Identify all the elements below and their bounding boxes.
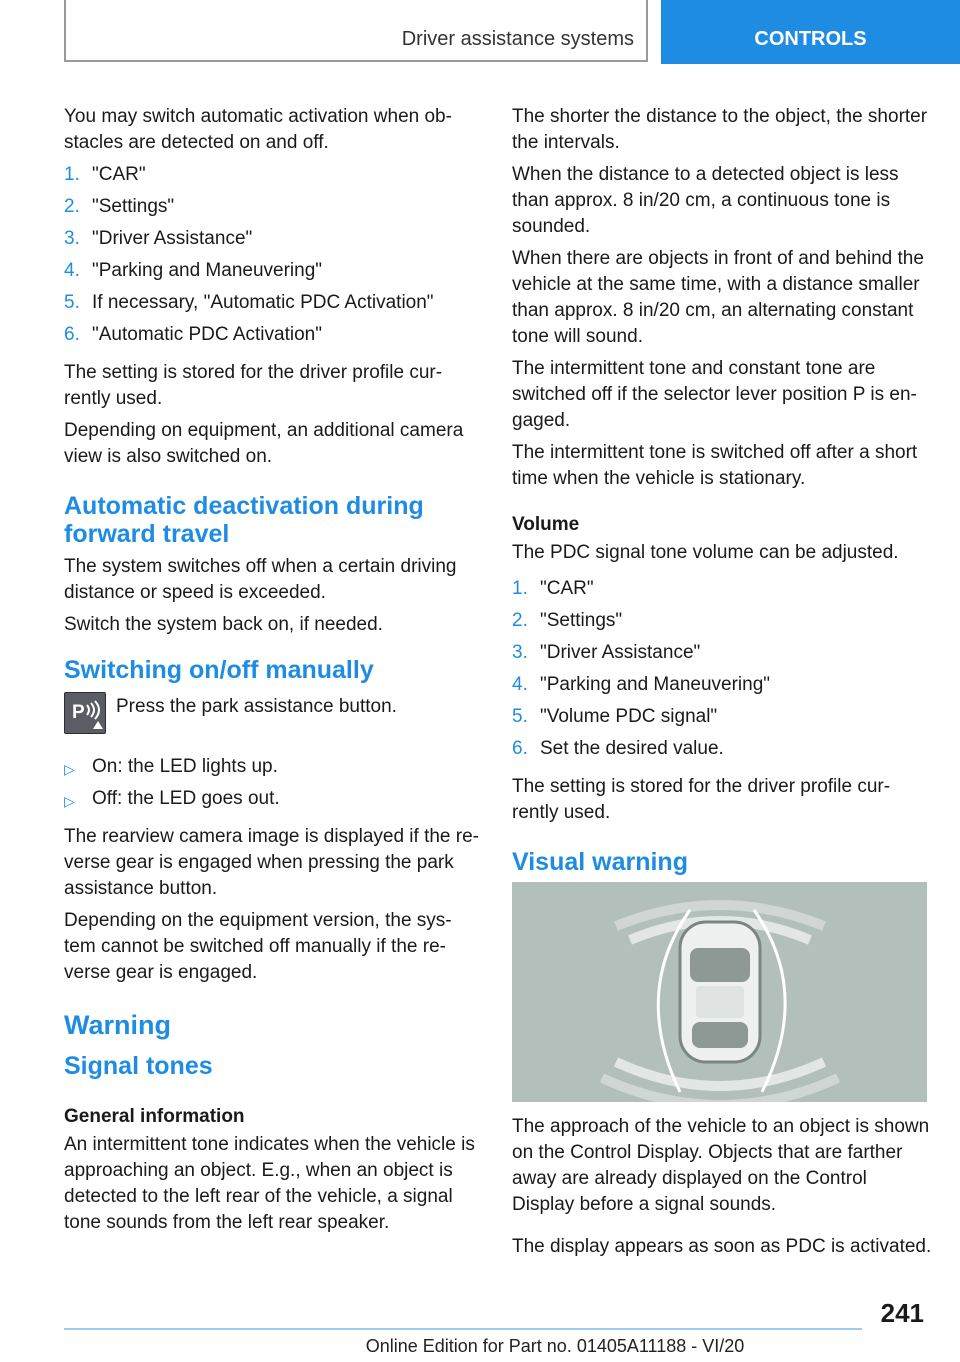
list-item: 4. "Parking and Maneuvering" xyxy=(512,674,771,695)
steps-list-volume xyxy=(512,576,932,768)
volume-text: The PDC signal tone volume can be adjusted. xyxy=(512,542,899,563)
steps-list-activation xyxy=(64,162,482,354)
pdc-car-graphic xyxy=(512,882,927,1102)
display-text: The display appears as soon as PDC is activated. xyxy=(512,1236,932,1257)
footer-divider xyxy=(64,1328,862,1330)
selector-text: The intermittent tone and constant tone are switched off if the selector lever position P is en-gaged. xyxy=(512,358,917,431)
list-item: 3. "Driver Assistance" xyxy=(64,228,253,249)
footer-edition: Online Edition for Part no. 01405A11188 - VI/20 xyxy=(365,1336,745,1356)
list-item: 5. "Volume PDC signal" xyxy=(512,706,718,727)
stationary-text: The intermittent tone is switched off after a short time when the vehicle is stationary. xyxy=(512,442,918,489)
pdc-display-illustration xyxy=(512,882,927,1102)
heading-warning: Warning xyxy=(64,1010,171,1040)
header-chapter-tab[interactable]: CONTROLS xyxy=(661,0,960,64)
heading-volume: Volume xyxy=(512,514,580,535)
general-text: An intermittent tone indicates when the vehicle is approaching an object. E.g., when an object is detected to the left rear of the vehicle, a signal tone sounds from the left rear speaker. xyxy=(64,1134,475,1233)
header-section-title: Driver assistance systems xyxy=(401,28,634,50)
heading-automatic-deactivation: Automatic deactivation during forward travel xyxy=(64,492,424,548)
deactivation-text: The system switches off when a certain driving distance or speed is exceeded. xyxy=(64,556,457,603)
park-assistance-button-icon xyxy=(64,692,106,734)
intro-text: You may switch automatic activation when ob-stacles are detected on and off. xyxy=(64,106,452,153)
press-button-text: Press the park assistance button. xyxy=(116,696,397,717)
header-section-box xyxy=(64,0,648,62)
list-item: 3. "Driver Assistance" xyxy=(512,642,701,663)
switch-back-text: Switch the system back on, if needed. xyxy=(64,614,383,635)
continuous-text: When the distance to a detected object is less than approx. 8 in/20 cm, a continuous tone is sounded. xyxy=(512,164,899,237)
list-item: 2. "Settings" xyxy=(512,610,623,631)
list-item: 5. If necessary, "Automatic PDC Activation" xyxy=(64,292,434,313)
triangle-bullet-icon: ▷ xyxy=(64,761,75,777)
approach-text: The approach of the vehicle to an object is shown on the Control Display. Objects that are farther away are already displayed on the Control Display before a signal sounds. xyxy=(512,1116,930,1215)
list-item: 6. Set the desired value. xyxy=(512,738,724,759)
triangle-bullet-icon: ▷ xyxy=(64,793,75,809)
list-item: 6. "Automatic PDC Activation" xyxy=(64,324,322,345)
led-bullets xyxy=(64,754,482,818)
camera-note: Depending on equipment, an additional camera view is also switched on. xyxy=(64,420,464,467)
list-item: 1. "CAR" xyxy=(512,578,594,599)
list-item: ▷ Off: the LED goes out. xyxy=(64,786,482,818)
right-column xyxy=(512,104,932,1266)
page-number: 241 xyxy=(880,1298,924,1328)
alternating-text: When there are objects in front of and behind the vehicle at the same time, with a distance smaller than approx. 8 in/20 cm, an alternating constant tone will sound. xyxy=(512,248,924,347)
heading-signal-tones: Signal tones xyxy=(64,1052,213,1080)
heading-visual-warning: Visual warning xyxy=(512,848,688,876)
left-column xyxy=(64,104,482,1242)
list-item: 4. "Parking and Maneuvering" xyxy=(64,260,323,281)
list-item: ▷ On: the LED lights up. xyxy=(64,754,482,786)
stored-note: The setting is stored for the driver profile cur-rently used. xyxy=(64,362,443,409)
rearview-text: The rearview camera image is displayed if the re-verse gear is engaged when pressing the park assistance button. xyxy=(64,826,480,899)
heading-switching-manually: Switching on/off manually xyxy=(64,656,374,684)
shorter-text: The shorter the distance to the object, the shorter the intervals. xyxy=(512,106,928,153)
equipment-text: Depending on the equipment version, the sys-tem cannot be switched off manually if the re-verse gear is engaged. xyxy=(64,910,452,983)
svg-text:P: P xyxy=(72,702,85,723)
list-item: 1. "CAR" xyxy=(64,164,146,185)
list-item: 2. "Settings" xyxy=(64,196,175,217)
park-assist-row xyxy=(64,692,482,750)
heading-general-information: General information xyxy=(64,1106,245,1127)
stored-note-right: The setting is stored for the driver profile cur-rently used. xyxy=(512,776,891,823)
